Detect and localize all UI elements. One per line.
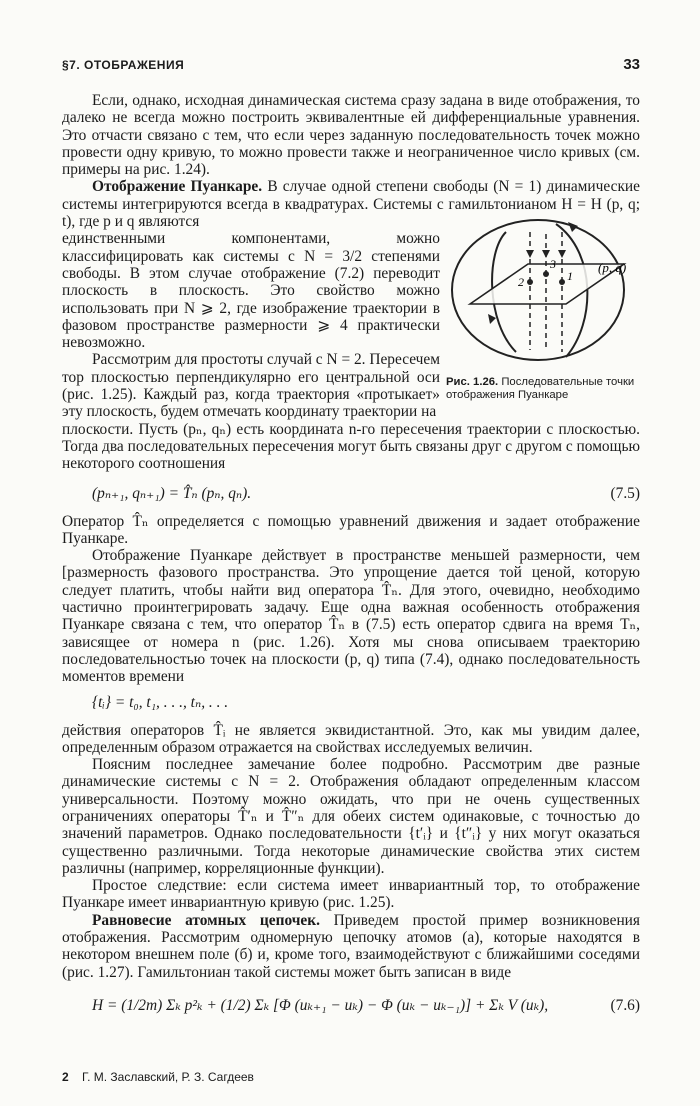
- page-body: [62, 92, 640, 1033]
- paragraph-9: [62, 912, 640, 981]
- authors: Г. М. Заславский, Р. З. Сагдеев: [82, 1070, 254, 1084]
- caption-text: Последовательные точки отображения Пуанкаре: [446, 376, 635, 401]
- runin-heading: Равновесие атомных цепочек.: [92, 911, 320, 929]
- paragraph-1: Если, однако, исходная динамическая система сразу задана в виде отображения, то далеко не всегда можно построить эквивалентные ей дифференциальные уравнения. Это отчасти связано с тем, что если через заданную последовательность точек можно провести одну кривую, то можно провести также и неограниченное число кривых (см. примеры на рис. 1.24).: [62, 92, 640, 179]
- paragraph-3b: плоскости. Пусть (pₙ, qₙ) есть координата n-го пересечения траектории с плоскостью. Тогда два последовательных пересечения могут быть связаны друг с другом с помощью некоторого соотношения: [62, 420, 640, 473]
- point-label: 2: [518, 275, 524, 289]
- equation-body: H = (1/2m) Σₖ p²ₖ + (1/2) Σₖ [Φ (uₖ₊₁ − uₖ) − Φ (uₖ − uₖ₋₁)] + Σₖ V (uₖ),: [92, 996, 549, 1014]
- coordinate-label: (p, q): [598, 260, 627, 275]
- paragraph-2b: единственными компонентами, можно классифицировать как системы с N = 3/2 степенями свободы. В этом случае отображение (7.2) переводит плоскость в плоскость. Это свойство можно использовать при N ⩾ 2, где изображение траектории в фазовом пространстве размерности ⩾ 4 практически невозможно.: [62, 230, 440, 352]
- equation-7-5: [62, 479, 640, 509]
- page-number: 33: [623, 56, 640, 73]
- signature-mark: 2: [62, 1070, 69, 1084]
- time-sequence: {tᵢ} = t₀, t₁, . . ., tₙ, . . .: [92, 693, 229, 711]
- equation-number: (7.5): [610, 484, 640, 502]
- paragraph-text: Приведем простой пример возникновения отображения. Рассмотрим одномерную цепочку атомов (а), которые находятся в некотором внешнем поле (б) и, кроме того, взаимодействуют с ближайшими соседями (рис. 1.27). Гамильтониан такой системы может быть записан в виде: [62, 911, 640, 981]
- running-header: [62, 58, 640, 80]
- equation-body: (pₙ₊₁, qₙ₊₁) = T̂ₙ (pₙ, qₙ).: [92, 484, 252, 502]
- equation-7-6: [62, 987, 640, 1029]
- paragraph-text: В случае одной степени свободы (N = 1) динамические системы интегрируются всегда в квадратурах. Системы с гамильтонианом H = H (p, q; t), где p и q являются: [62, 178, 640, 231]
- point-label: 3: [550, 257, 556, 271]
- paragraph-6: действия операторов T̂ᵢ не является эквидистантной. Это, как мы увидим далее, определенным образом отражается на свойствах исследуемых величин.: [62, 721, 640, 756]
- paragraph-5: Отображение Пуанкаре действует в пространстве меньшей размерности, чем [размерность фазового пространства. Это упрощение дается той ценой, которую следует платить, чтобы найти вид оператора T̂ₙ. Для этого, очевидно, необходимо частично проинтегрировать задачу. Еще одна важная особенность отображения Пуанкаре связана с тем, что оператор T̂ₙ в (7.5) есть оператор сдвига на время Tₙ, зависящее от номера n (рис. 1.26). Хотя мы снова описываем траекторию последовательностью точек на плоскости (p, q) типа (7.4), однако последовательность моментов времени: [62, 547, 640, 686]
- caption-label: Рис. 1.26.: [446, 376, 499, 388]
- point-label: 1: [567, 269, 573, 283]
- paragraph-2a: [62, 178, 640, 230]
- paragraph-4: Оператор T̂ₙ определяется с помощью уравнений движения и задает отображение Пуанкаре.: [62, 512, 640, 547]
- section-title: §7. ОТОБРАЖЕНИЯ: [62, 58, 185, 72]
- equation-number: (7.6): [610, 996, 640, 1014]
- signature-line: [62, 1070, 254, 1084]
- paragraph-7: Поясним последнее замечание более подробно. Рассмотрим две разные динамические системы с N = 2. Отображения обладают определенным классом универсальности. Поэтому можно ожидать, что при не очень существенных ограничениях операторы T̂′ₙ и T̂″ₙ для обеих систем одинаковые, с точностью до значений параметров. Однако последовательности {t′ᵢ} и {t″ᵢ} у них могут оказаться существенно различными. Тогда некоторые динамические свойства этих систем различны (например, корреляционные функции).: [62, 756, 640, 877]
- runin-heading: Отображение Пуанкаре.: [92, 178, 263, 196]
- paragraph-3a: Рассмотрим для простоты случай с N = 2. Пересечем тор плоскостью перпендикулярно его центральной оси (рис. 1.25). Каждый раз, когда траектория «протыкает» эту плоскость, будем отмечать координату траектории на: [62, 351, 440, 421]
- paragraph-8: Простое следствие: если система имеет инвариантный тор, то отображение Пуанкаре имеет инвариантную кривую (рис. 1.25).: [62, 877, 640, 912]
